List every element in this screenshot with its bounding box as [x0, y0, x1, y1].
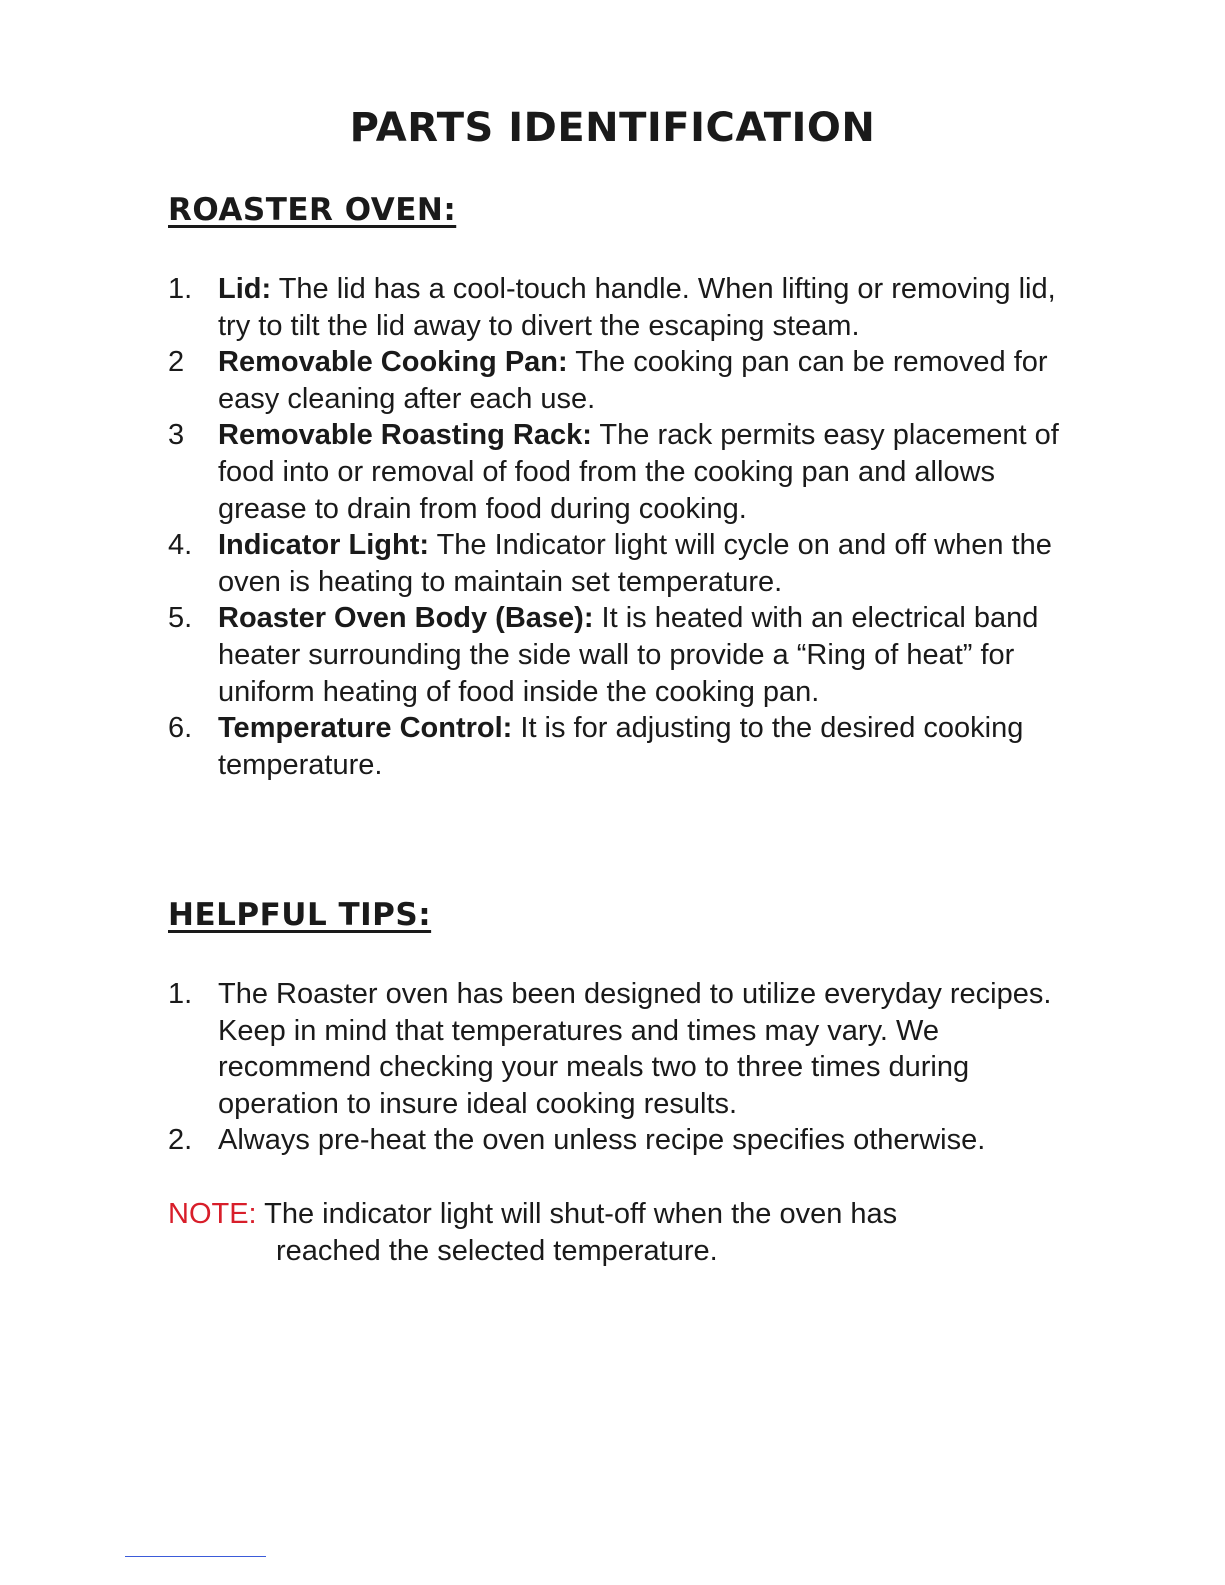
tips-list	[168, 976, 1068, 1159]
footer-link-underline[interactable]	[125, 1556, 266, 1557]
part-item-roasting-rack	[168, 417, 1068, 527]
part-term: Removable Cooking Pan:	[218, 346, 568, 379]
part-term: Removable Roasting Rack:	[218, 419, 592, 452]
note-label: NOTE:	[168, 1198, 257, 1230]
part-description: The cooking pan can be removed for easy cleaning after each use.	[218, 346, 1048, 415]
helpful-tips-heading: HELPFUL TIPS:	[168, 897, 432, 933]
part-number: 6.	[168, 712, 193, 745]
part-number: 5.	[168, 602, 193, 635]
part-term: Lid:	[218, 273, 272, 305]
part-item-oven-body	[168, 600, 1068, 710]
part-description: It is heated with an electrical band heater surrounding the side wall to provide a “Ring of heat” for uniform heating of food inside the cooking pan.	[218, 602, 1039, 708]
part-term: Temperature Control:	[218, 712, 513, 745]
note-line-1	[168, 1196, 1068, 1233]
tip-number: 1.	[168, 978, 193, 1010]
note-text: The indicator light will shut-off when the oven has	[256, 1198, 898, 1230]
page-title: PARTS IDENTIFICATION	[349, 105, 876, 151]
part-item-indicator-light	[168, 527, 1068, 600]
part-item-lid	[168, 271, 1068, 344]
part-number: 1.	[168, 273, 193, 305]
part-term: Roaster Oven Body (Base):	[218, 602, 594, 635]
note-block	[168, 1196, 1068, 1269]
tip-item	[168, 976, 1068, 1122]
part-description: It is for adjusting to the desired cooking temperature.	[218, 712, 1024, 781]
part-term: Indicator Light:	[218, 529, 430, 562]
part-number: 3	[168, 419, 185, 452]
part-description: The Indicator light will cycle on and off when the oven is heating to maintain set temperature.	[218, 529, 1052, 598]
part-description: The rack permits easy placement of food into or removal of food from the cooking pan and allows grease to drain from food during cooking.	[218, 419, 1059, 525]
tip-text: Always pre-heat the oven unless recipe specifies otherwise.	[218, 1124, 986, 1157]
part-item-temperature-control	[168, 710, 1068, 783]
tip-item	[168, 1122, 1068, 1159]
part-number: 2	[168, 346, 185, 379]
parts-list	[168, 271, 1068, 783]
part-description: The lid has a cool-touch handle. When lifting or removing lid, try to tilt the lid away to divert the escaping steam.	[218, 273, 1056, 342]
roaster-oven-heading: ROASTER OVEN:	[168, 192, 457, 228]
note-line-2: reached the selected temperature.	[276, 1234, 718, 1267]
tip-text: The Roaster oven has been designed to utilize everyday recipes. Keep in mind that temperatures and times may vary. We recommend checking your meals two to three times during operation to insure ideal cooking results.	[218, 978, 1052, 1120]
part-item-cooking-pan	[168, 344, 1068, 417]
part-number: 4.	[168, 529, 193, 562]
tip-number: 2.	[168, 1124, 193, 1157]
